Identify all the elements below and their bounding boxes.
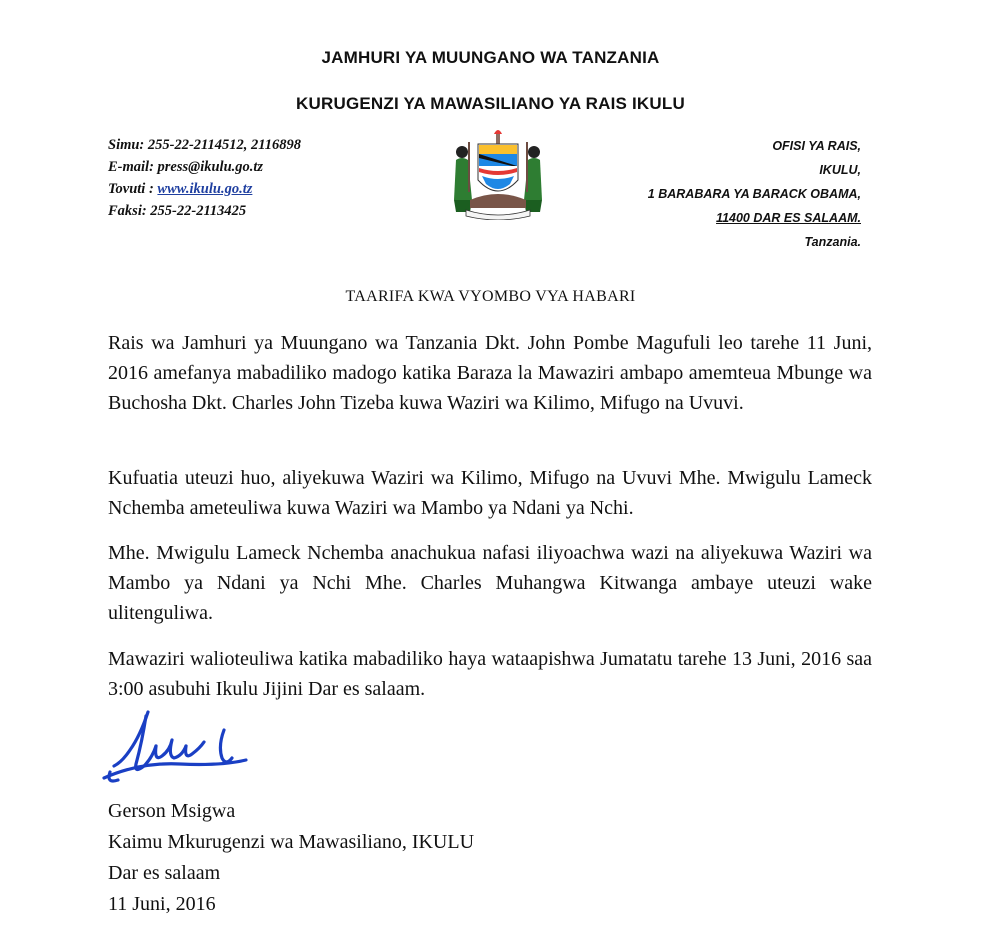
signoff-place: Dar es salaam bbox=[108, 862, 221, 884]
signoff-block bbox=[108, 796, 474, 920]
contact-website bbox=[108, 178, 301, 200]
address-line-5: Tanzania. bbox=[804, 235, 861, 249]
paragraph-4: Mawaziri walioteuliwa katika mabadiliko haya wataapishwa Jumatatu tarehe 13 Juni, 2016 saa 3:00 asubuhi Ikulu Jijini Dar es salaam. bbox=[108, 648, 872, 700]
contact-block bbox=[108, 134, 301, 222]
signatory-title: Kaimu Mkurugenzi wa Mawasiliano, IKULU bbox=[108, 831, 475, 853]
paragraph-1: Rais wa Jamhuri ya Muungano wa Tanzania Dkt. John Pombe Magufuli leo tarehe 11 Juni, 2016 amefanya mabadiliko madogo katika Baraza la Mawaziri ambapo amemteua Mbunge wa Buchosha Dkt. Charles John Tizeba kuwa Waziri wa Kilimo, Mifugo na Uvuvi. bbox=[108, 332, 872, 414]
contact-email: E-mail: press@ikulu.go.tz bbox=[108, 159, 264, 175]
document-heading: TAARIFA KWA VYOMBO VYA HABARI bbox=[345, 288, 636, 305]
address-line-1: OFISI YA RAIS, bbox=[772, 139, 861, 153]
letterhead-subtitle: KURUGENZI YA MAWASILIANO YA RAIS IKULU bbox=[296, 94, 685, 113]
office-address bbox=[648, 134, 861, 254]
contact-phone: Simu: 255-22-2114512, 2116898 bbox=[108, 137, 301, 153]
address-line-2: IKULU, bbox=[819, 163, 861, 177]
signatory-name: Gerson Msigwa bbox=[108, 800, 236, 822]
contact-website-label: Tovuti : bbox=[108, 181, 158, 197]
paragraph-3: Mhe. Mwigulu Lameck Nchemba anachukua nafasi iliyoachwa wazi na aliyekuwa Waziri wa Mambo ya Ndani ya Nchi Mhe. Charles Muhangwa Kitwanga ambaye uteuzi wake ulitenguliwa. bbox=[108, 542, 872, 624]
paragraph-2: Kufuatia uteuzi huo, aliyekuwa Waziri wa Kilimo, Mifugo na Uvuvi Mhe. Mwigulu Lameck Nchemba ameteuliwa kuwa Waziri wa Mambo ya Ndani ya Nchi. bbox=[108, 467, 872, 519]
handwritten-signature-icon bbox=[100, 706, 250, 791]
letterhead-title: JAMHURI YA MUUNGANO WA TANZANIA bbox=[321, 48, 660, 67]
website-link[interactable]: www.ikulu.go.tz bbox=[157, 181, 253, 197]
signoff-date: 11 Juni, 2016 bbox=[108, 893, 216, 915]
address-line-4: 11400 DAR ES SALAAM. bbox=[716, 211, 861, 225]
address-line-3: 1 BARABARA YA BARACK OBAMA, bbox=[647, 187, 861, 201]
contact-fax: Faksi: 255-22-2113425 bbox=[108, 203, 247, 219]
tanzania-coat-of-arms-icon bbox=[446, 130, 550, 220]
